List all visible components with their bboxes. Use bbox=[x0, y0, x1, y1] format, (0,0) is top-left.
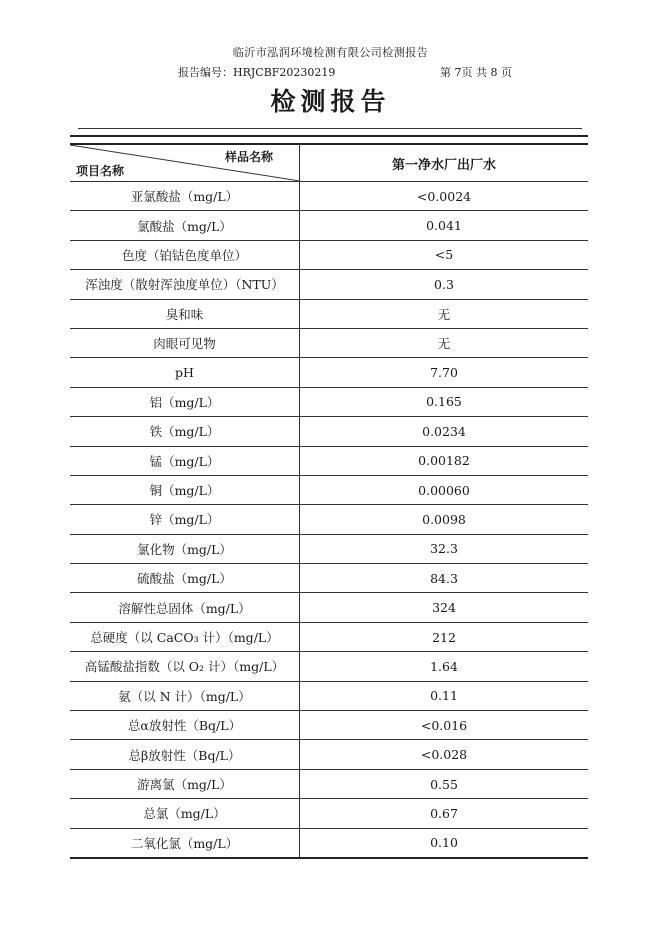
item-name-cell: 肉眼可见物 bbox=[70, 329, 300, 357]
table-row bbox=[70, 711, 588, 740]
table-row bbox=[70, 476, 588, 505]
result-value-cell: 0.0234 bbox=[422, 423, 466, 439]
item-name-cell: 浑浊度（散射浑浊度单位）（NTU） bbox=[70, 270, 300, 298]
table-row bbox=[70, 564, 588, 593]
result-value-cell: 7.70 bbox=[430, 365, 458, 381]
item-name-cell: 铁（mg/L） bbox=[70, 417, 300, 445]
item-name-cell: 亚氯酸盐（mg/L） bbox=[70, 182, 300, 210]
item-name-cell: 硫酸盐（mg/L） bbox=[70, 564, 300, 592]
company-report-heading: 临沂市泓润环境检测有限公司检测报告 bbox=[232, 46, 429, 59]
item-name-cell: 游离氯（mg/L） bbox=[70, 770, 300, 798]
table-row bbox=[70, 211, 588, 240]
report-number: 报告编号：HRJCBF20230219 bbox=[178, 66, 336, 79]
result-value-cell: 324 bbox=[432, 600, 456, 616]
result-value-cell: 0.00060 bbox=[418, 482, 470, 498]
item-name-cell: 臭和味 bbox=[70, 300, 300, 328]
sample-name-label: 样品名称 bbox=[224, 150, 273, 164]
table-row bbox=[70, 329, 588, 358]
item-name-cell: 氨（以 N 计）（mg/L） bbox=[70, 682, 300, 710]
results-table bbox=[70, 143, 588, 859]
item-name-cell: 铜（mg/L） bbox=[70, 476, 300, 504]
result-value-cell: <0.028 bbox=[420, 747, 468, 763]
result-value-cell: 无 bbox=[437, 306, 451, 322]
item-name-cell: 高锰酸盐指数（以 O₂ 计）（mg/L） bbox=[70, 652, 300, 680]
item-name-cell: 氯化物（mg/L） bbox=[70, 535, 300, 563]
result-value-cell: 84.3 bbox=[430, 570, 458, 586]
result-value-cell: 212 bbox=[432, 629, 456, 645]
report-title: 检测报告 bbox=[270, 87, 391, 116]
result-value-cell: 0.0098 bbox=[422, 511, 466, 527]
table-row bbox=[70, 829, 588, 857]
table-row bbox=[70, 241, 588, 270]
result-value-cell: 无 bbox=[437, 336, 451, 352]
sample-name: 第一净水厂出厂水 bbox=[391, 157, 496, 173]
table-row bbox=[70, 623, 588, 652]
result-value-cell: 0.10 bbox=[430, 835, 458, 851]
table-row bbox=[70, 358, 588, 387]
item-name-cell: 氯酸盐（mg/L） bbox=[70, 211, 300, 239]
header-rule-thin bbox=[78, 128, 582, 129]
result-value-cell: 0.11 bbox=[430, 688, 458, 704]
item-name-cell: pH bbox=[70, 358, 300, 386]
header-diagonal-cell bbox=[70, 145, 300, 181]
result-value-cell: <5 bbox=[434, 247, 454, 263]
table-row bbox=[70, 770, 588, 799]
item-name-cell: 总氯（mg/L） bbox=[70, 799, 300, 827]
table-header-row bbox=[70, 145, 588, 182]
result-value-cell: 1.64 bbox=[430, 658, 458, 674]
result-value-cell: 32.3 bbox=[430, 541, 458, 557]
item-name-cell: 铝（mg/L） bbox=[70, 388, 300, 416]
result-value-cell: 0.00182 bbox=[418, 453, 470, 469]
result-value-cell: 0.67 bbox=[430, 805, 458, 821]
table-row bbox=[70, 593, 588, 622]
table-row bbox=[70, 270, 588, 299]
page-number: 第 7页 共 8 页 bbox=[440, 66, 512, 79]
table-row bbox=[70, 505, 588, 534]
item-name-cell: 溶解性总固体（mg/L） bbox=[70, 593, 300, 621]
result-value-cell: <0.016 bbox=[420, 717, 468, 733]
item-name-cell: 色度（铂钴色度单位） bbox=[70, 241, 300, 269]
table-row bbox=[70, 417, 588, 446]
table-row bbox=[70, 740, 588, 769]
table-row bbox=[70, 182, 588, 211]
table-row bbox=[70, 535, 588, 564]
result-value-cell: 0.165 bbox=[426, 394, 462, 410]
result-value-cell: 0.55 bbox=[430, 776, 458, 792]
item-name-cell: 总α放射性（Bq/L） bbox=[70, 711, 300, 739]
table-row bbox=[70, 447, 588, 476]
item-name-cell: 锰（mg/L） bbox=[70, 447, 300, 475]
item-name-cell: 锌（mg/L） bbox=[70, 505, 300, 533]
table-row bbox=[70, 799, 588, 828]
result-value-cell: 0.3 bbox=[434, 276, 454, 292]
result-value-cell: <0.0024 bbox=[416, 188, 472, 204]
table-body bbox=[70, 182, 588, 857]
item-name-cell: 二氧化氯（mg/L） bbox=[70, 829, 300, 857]
result-value-cell: 0.041 bbox=[426, 218, 462, 234]
table-row bbox=[70, 682, 588, 711]
item-name-cell: 总硬度（以 CaCO₃ 计）（mg/L） bbox=[70, 623, 300, 651]
table-row bbox=[70, 388, 588, 417]
table-row bbox=[70, 300, 588, 329]
item-name-cell: 总β放射性（Bq/L） bbox=[70, 740, 300, 768]
item-name-label: 项目名称 bbox=[76, 164, 125, 178]
table-row bbox=[70, 652, 588, 681]
header-rule-thick bbox=[70, 135, 588, 137]
